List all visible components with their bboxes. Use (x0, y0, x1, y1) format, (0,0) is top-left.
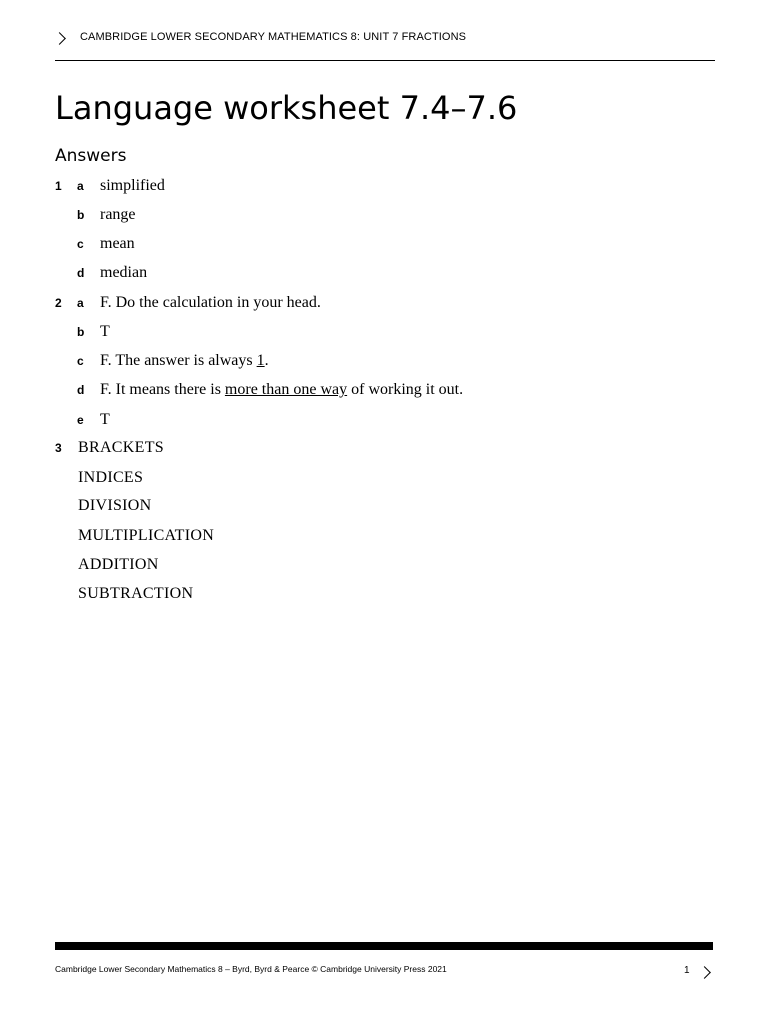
part-label: d (77, 383, 85, 397)
answer-text: median (100, 264, 148, 281)
list-item: MULTIPLICATION (78, 527, 215, 544)
underlined-text: 1 (256, 352, 265, 369)
answer-text: simplified (100, 177, 165, 194)
header-title: CAMBRIDGE LOWER SECONDARY MATHEMATICS 8: UNIT 7 FRACTIONS (80, 31, 467, 43)
answer-text: T (100, 323, 110, 340)
chevron-right-icon (53, 32, 66, 45)
page-title: Language worksheet 7.4–7.6 (55, 89, 518, 127)
part-label: c (77, 354, 84, 368)
running-header (55, 28, 715, 61)
list-item: DIVISION (78, 497, 152, 514)
answer-text: F. Do the calculation in your head. (100, 294, 321, 311)
footer-copyright: Cambridge Lower Secondary Mathematics 8 – Byrd, Byrd & Pearce © Cambridge University Press 2021 (55, 964, 447, 974)
list-item: ADDITION (78, 556, 159, 573)
answer-text-after: of working it out. (347, 381, 464, 398)
chevron-right-icon[interactable] (698, 966, 711, 979)
list-item: SUBTRACTION (78, 585, 194, 602)
footer-rule (55, 942, 713, 950)
page-number: 1 (684, 965, 690, 976)
answer-text (100, 378, 463, 402)
answer-text (100, 349, 269, 373)
list-item: INDICES (78, 469, 144, 486)
section-heading: Answers (55, 146, 127, 166)
answer-text: range (100, 206, 136, 223)
part-label: d (77, 266, 85, 280)
answer-text: mean (100, 235, 135, 252)
question-number: 1 (55, 179, 62, 193)
part-label: c (77, 237, 84, 251)
answer-text-after: . (264, 352, 269, 369)
answer-text-before: F. It means there is (100, 381, 225, 398)
part-label: a (77, 296, 84, 310)
part-label: a (77, 179, 84, 193)
list-item: BRACKETS (78, 439, 164, 456)
answer-text-before: F. The answer is always (100, 352, 257, 369)
part-label: b (77, 208, 85, 222)
underlined-text: more than one way (224, 381, 348, 398)
part-label: b (77, 325, 85, 339)
question-number: 3 (55, 441, 62, 455)
question-number: 2 (55, 296, 62, 310)
answer-text: T (100, 411, 110, 428)
part-label: e (77, 413, 84, 427)
